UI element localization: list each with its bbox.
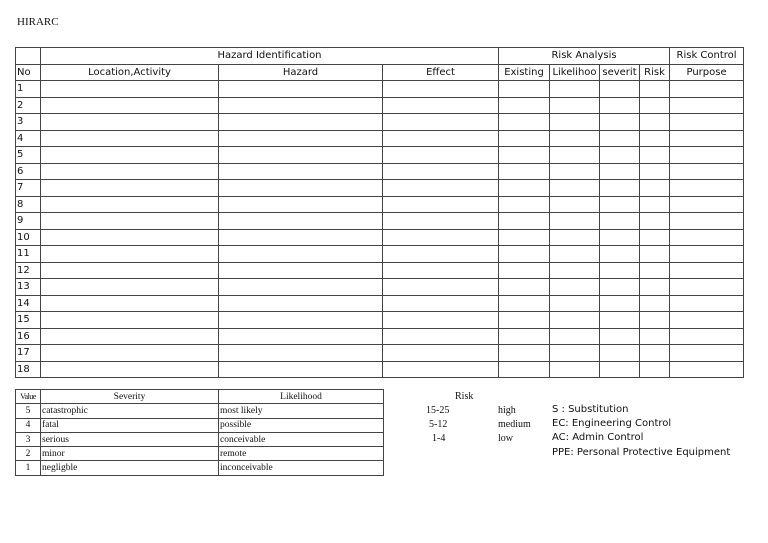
table-cell [670, 279, 744, 296]
table-cell [383, 130, 499, 147]
hirarc-table-body [16, 81, 744, 378]
table-row [16, 345, 744, 362]
row-number: 15 [16, 312, 41, 329]
table-cell [41, 361, 219, 378]
risk-level-medium: medium [498, 419, 531, 430]
table-cell [41, 279, 219, 296]
table-cell [219, 246, 383, 263]
risk-legend-title: Risk [455, 391, 474, 402]
table-cell [550, 279, 600, 296]
legend-row [16, 432, 384, 446]
table-cell [499, 130, 550, 147]
row-number: 10 [16, 229, 41, 246]
table-cell [499, 312, 550, 329]
row-number: 6 [16, 163, 41, 180]
table-cell [41, 97, 219, 114]
table-cell [219, 213, 383, 230]
table-cell [219, 312, 383, 329]
table-cell [219, 180, 383, 197]
legend-col-severity: Severity [41, 390, 219, 404]
table-cell [550, 295, 600, 312]
row-number: 17 [16, 345, 41, 362]
table-cell [670, 361, 744, 378]
row-number: 7 [16, 180, 41, 197]
legend-table-body [16, 404, 384, 475]
table-cell [550, 328, 600, 345]
table-cell [41, 229, 219, 246]
table-cell [600, 361, 640, 378]
col-risk: Risk [640, 64, 670, 81]
table-cell [499, 81, 550, 98]
table-row [16, 246, 744, 263]
table-cell [499, 97, 550, 114]
table-cell [600, 328, 640, 345]
legend-likelihood: remote [219, 447, 384, 461]
table-cell [499, 213, 550, 230]
table-row [16, 328, 744, 345]
legend-likelihood: most likely [219, 404, 384, 418]
table-cell [640, 97, 670, 114]
table-cell [600, 147, 640, 164]
table-cell [670, 312, 744, 329]
document-title: HIRARC [17, 16, 59, 28]
table-cell [550, 246, 600, 263]
table-cell [600, 246, 640, 263]
legend-severity: fatal [41, 418, 219, 432]
hirarc-table [15, 47, 744, 378]
row-number: 9 [16, 213, 41, 230]
table-cell [219, 345, 383, 362]
col-effect: Effect [383, 64, 499, 81]
legend-severity: negligble [41, 461, 219, 475]
legend-value: 2 [16, 447, 41, 461]
legend-value: 3 [16, 432, 41, 446]
table-cell [600, 81, 640, 98]
table-cell [550, 97, 600, 114]
table-cell [670, 163, 744, 180]
table-cell [41, 213, 219, 230]
table-row [16, 279, 744, 296]
header-hazard-identification: Hazard Identification [41, 48, 499, 65]
table-row [16, 312, 744, 329]
col-existing: Existing [499, 64, 550, 81]
risk-range-medium: 5-12 [429, 419, 448, 430]
table-cell [670, 97, 744, 114]
table-cell [41, 312, 219, 329]
risk-range-high: 15-25 [426, 405, 450, 416]
table-cell [600, 345, 640, 362]
table-cell [640, 114, 670, 131]
row-number: 13 [16, 279, 41, 296]
table-cell [383, 163, 499, 180]
header-risk-control: Risk Control [670, 48, 744, 65]
table-cell [600, 180, 640, 197]
table-cell [383, 81, 499, 98]
table-cell [219, 196, 383, 213]
legend-value: 1 [16, 461, 41, 475]
table-cell [219, 81, 383, 98]
table-cell [640, 81, 670, 98]
table-cell [219, 130, 383, 147]
table-cell [499, 262, 550, 279]
table-cell [499, 114, 550, 131]
table-cell [600, 312, 640, 329]
table-cell [219, 295, 383, 312]
table-cell [219, 328, 383, 345]
row-number: 4 [16, 130, 41, 147]
table-row [16, 163, 744, 180]
col-purpose: Purpose [670, 64, 744, 81]
table-cell [550, 114, 600, 131]
col-hazard: Hazard [219, 64, 383, 81]
table-cell [600, 295, 640, 312]
table-cell [499, 279, 550, 296]
table-cell [219, 114, 383, 131]
table-cell [383, 295, 499, 312]
table-cell [219, 262, 383, 279]
table-cell [41, 114, 219, 131]
table-cell [41, 81, 219, 98]
table-row [16, 295, 744, 312]
risk-level-high: high [498, 405, 516, 416]
table-cell [600, 279, 640, 296]
group-header-row [16, 48, 744, 65]
table-cell [640, 345, 670, 362]
table-cell [383, 328, 499, 345]
table-cell [219, 163, 383, 180]
table-cell [640, 279, 670, 296]
table-cell [670, 130, 744, 147]
table-cell [41, 180, 219, 197]
legend-severity: minor [41, 447, 219, 461]
legend-value: 4 [16, 418, 41, 432]
legend-severity: serious [41, 432, 219, 446]
table-cell [383, 180, 499, 197]
header-blank [16, 48, 41, 65]
table-row [16, 196, 744, 213]
row-number: 16 [16, 328, 41, 345]
table-cell [640, 328, 670, 345]
table-row [16, 262, 744, 279]
table-cell [41, 130, 219, 147]
table-cell [640, 147, 670, 164]
table-cell [640, 213, 670, 230]
table-cell [640, 180, 670, 197]
table-cell [600, 130, 640, 147]
table-cell [550, 130, 600, 147]
col-no: No [16, 64, 41, 81]
table-row [16, 361, 744, 378]
table-cell [41, 345, 219, 362]
legend-severity: catastrophic [41, 404, 219, 418]
legend-row [16, 447, 384, 461]
row-number: 3 [16, 114, 41, 131]
table-cell [550, 361, 600, 378]
table-cell [670, 180, 744, 197]
legend-col-value: Value [16, 390, 41, 404]
table-cell [499, 180, 550, 197]
table-cell [670, 246, 744, 263]
table-cell [550, 229, 600, 246]
table-row [16, 213, 744, 230]
table-cell [219, 97, 383, 114]
table-cell [499, 229, 550, 246]
table-cell [550, 81, 600, 98]
legend-col-likelihood: Likelihood [219, 390, 384, 404]
table-cell [640, 295, 670, 312]
table-cell [499, 196, 550, 213]
table-cell [670, 295, 744, 312]
table-row [16, 180, 744, 197]
table-cell [383, 262, 499, 279]
table-cell [383, 361, 499, 378]
table-cell [41, 246, 219, 263]
table-cell [670, 345, 744, 362]
col-likelihood: Likelihoo [550, 64, 600, 81]
table-cell [383, 312, 499, 329]
table-cell [550, 262, 600, 279]
column-header-row [16, 64, 744, 81]
table-cell [550, 213, 600, 230]
table-cell [670, 114, 744, 131]
table-cell [550, 345, 600, 362]
row-number: 1 [16, 81, 41, 98]
legend-header-row [16, 390, 384, 404]
table-row [16, 229, 744, 246]
table-cell [670, 328, 744, 345]
control-admin: AC: Admin Control [552, 432, 644, 443]
col-location-activity: Location,Activity [41, 64, 219, 81]
table-cell [499, 246, 550, 263]
table-cell [600, 114, 640, 131]
table-cell [383, 213, 499, 230]
table-cell [219, 361, 383, 378]
table-cell [383, 196, 499, 213]
row-number: 8 [16, 196, 41, 213]
table-row [16, 147, 744, 164]
table-cell [383, 114, 499, 131]
table-cell [383, 229, 499, 246]
table-cell [600, 196, 640, 213]
table-cell [41, 163, 219, 180]
legend-row [16, 418, 384, 432]
table-cell [600, 213, 640, 230]
table-cell [640, 163, 670, 180]
table-cell [499, 147, 550, 164]
table-cell [383, 246, 499, 263]
table-cell [670, 147, 744, 164]
table-cell [499, 295, 550, 312]
table-row [16, 81, 744, 98]
table-cell [383, 147, 499, 164]
table-cell [41, 328, 219, 345]
table-cell [640, 229, 670, 246]
header-risk-analysis: Risk Analysis [499, 48, 670, 65]
table-cell [670, 262, 744, 279]
table-cell [219, 147, 383, 164]
table-cell [640, 246, 670, 263]
table-cell [600, 229, 640, 246]
table-cell [41, 295, 219, 312]
control-ppe: PPE: Personal Protective Equipment [552, 447, 731, 458]
table-cell [41, 147, 219, 164]
table-cell [640, 262, 670, 279]
table-cell [499, 328, 550, 345]
table-cell [550, 163, 600, 180]
table-cell [640, 130, 670, 147]
legend-row [16, 404, 384, 418]
table-cell [640, 361, 670, 378]
table-cell [550, 147, 600, 164]
table-cell [600, 97, 640, 114]
row-number: 12 [16, 262, 41, 279]
table-row [16, 114, 744, 131]
legend-likelihood: conceivable [219, 432, 384, 446]
table-cell [550, 180, 600, 197]
table-cell [41, 196, 219, 213]
legend-row [16, 461, 384, 475]
table-cell [670, 213, 744, 230]
legend-value: 5 [16, 404, 41, 418]
table-cell [219, 279, 383, 296]
row-number: 18 [16, 361, 41, 378]
table-cell [640, 312, 670, 329]
risk-range-low: 1-4 [432, 433, 446, 444]
table-cell [670, 196, 744, 213]
control-engineering: EC: Engineering Control [552, 418, 672, 429]
table-cell [499, 345, 550, 362]
table-cell [600, 262, 640, 279]
row-number: 2 [16, 97, 41, 114]
table-cell [600, 163, 640, 180]
table-cell [219, 229, 383, 246]
col-severity: severit [600, 64, 640, 81]
table-cell [499, 163, 550, 180]
table-cell [550, 312, 600, 329]
table-cell [670, 81, 744, 98]
table-row [16, 130, 744, 147]
table-cell [41, 262, 219, 279]
table-cell [670, 229, 744, 246]
row-number: 5 [16, 147, 41, 164]
row-number: 11 [16, 246, 41, 263]
table-cell [383, 97, 499, 114]
legend-likelihood: inconceivable [219, 461, 384, 475]
table-cell [499, 361, 550, 378]
row-number: 14 [16, 295, 41, 312]
severity-likelihood-legend [15, 389, 384, 476]
table-cell [383, 279, 499, 296]
table-cell [640, 196, 670, 213]
table-cell [383, 345, 499, 362]
control-substitution: S : Substitution [552, 404, 629, 415]
legend-likelihood: possible [219, 418, 384, 432]
risk-level-low: low [498, 433, 513, 444]
table-row [16, 97, 744, 114]
table-cell [550, 196, 600, 213]
